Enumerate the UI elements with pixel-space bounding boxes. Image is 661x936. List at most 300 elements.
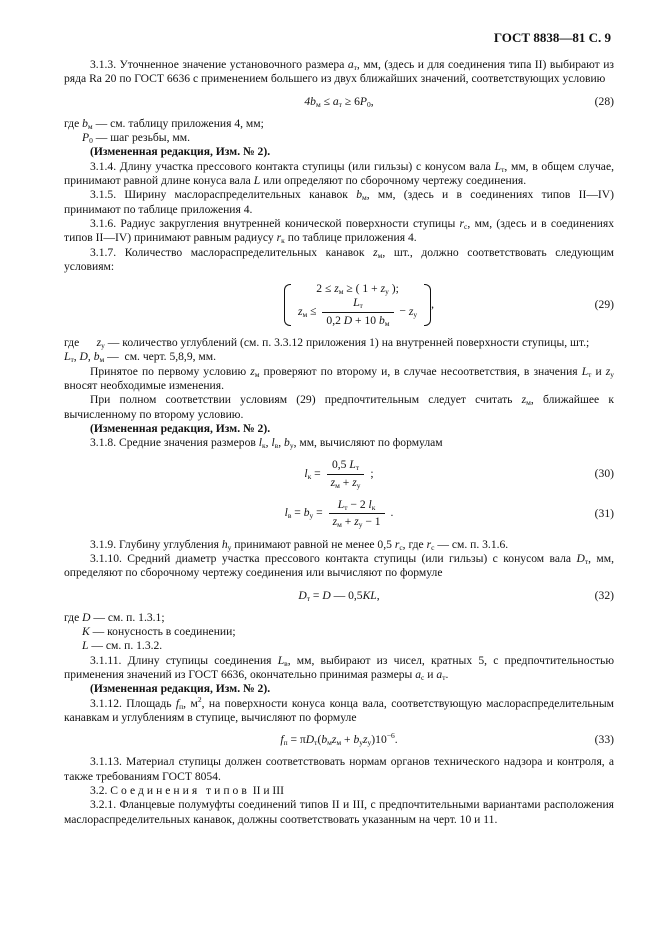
math-variable [369,498,376,511]
variable-symbol: z [297,304,303,318]
variable-symbol: L [337,498,345,512]
text-run: = [311,466,324,480]
math-variable [582,365,592,378]
text-run: и [424,667,437,681]
math-variable [409,305,417,318]
text-run: = [313,506,326,520]
paragraph [64,188,614,217]
variable-symbol: z [605,364,611,378]
variable-subscript: c [464,221,468,231]
variable-subscript: м [335,480,340,490]
math-variable [82,117,93,130]
variable-symbol: L [277,653,285,667]
variable-subscript: c [431,542,435,552]
math-variable [222,538,232,551]
text-run: (Измененная редакция, Изм. № 2). [90,145,271,159]
variable-subscript: м [254,369,260,379]
definition-text [125,350,614,364]
variable-symbol: L [64,350,71,364]
text-run: , на поверхности конуса конца вала, соответствующую маслораспределительным канавкам и углублениям в ступице, вычисляют по формуле [64,696,615,724]
formula [64,458,614,490]
variable-subscript: у [356,480,361,490]
text-run: ); [388,282,399,296]
math-variable [332,733,341,746]
math-variable [277,231,285,244]
text-run: количество углублений (см. п. 3.3.12 приложения 1) на внутренней поверхности ступицы, шт.; [122,336,590,350]
math-variable [344,314,352,327]
text-run: , [370,94,374,108]
math-variable [381,282,389,295]
paragraph [64,58,614,87]
text-run: ≤ [307,304,320,318]
formula-body [304,458,374,490]
variable-symbol: l [271,436,275,450]
text-run: где [64,610,83,624]
variable-subscript: м [302,309,308,319]
text-run: (Измененная редакция, Изм. № 2). [90,682,271,696]
text-run: + 10 [352,313,379,327]
text-run: — см. п. 1.3.2. [88,639,163,653]
text-run: Принятое по первому условию [90,364,251,378]
text-run: ≤ [320,94,333,108]
variable-subscript: у [359,738,364,748]
variable-subscript: c [421,672,425,682]
variable-symbol: z [354,515,359,529]
text-run: или определяют по сборочному чертежу соединения. [260,174,527,188]
math-variable [331,476,340,489]
paragraph [64,784,614,798]
text-run: + [341,515,355,529]
math-variable [64,350,74,363]
paragraph [64,625,614,639]
variable-symbol: z [332,515,338,529]
text-run: — 0,5 [330,588,363,602]
paragraph [64,694,615,726]
math-variable [349,458,359,471]
variable-subscript: т [344,503,348,513]
amendment-note [64,682,614,696]
text-run: , ближайшее к вычисленному по второму условию. [64,393,615,421]
text-run: где [64,116,83,130]
math-variable [304,95,320,108]
variable-symbol: b [356,188,362,202]
text-run: , [73,350,80,364]
formula-number: (31) [594,506,614,520]
variable-subscript: к [307,471,312,481]
variable-symbol: a [415,667,422,681]
text-run: по таблице приложения 4. [284,231,417,245]
paragraph [64,365,614,394]
formula [64,733,614,747]
variable-symbol: h [221,537,228,551]
text-run: , мм, (здесь и в соединениях типов II—IV) принимают равным радиусу [64,216,614,245]
text-run: , [278,436,285,450]
variable-symbol: b [284,436,290,450]
variable-subscript: 0 [89,136,93,146]
text-run: 3.1.9. Глубину углубления [90,537,222,551]
variable-symbol: b [93,350,100,364]
numerator [322,296,393,312]
variable-symbol: 4b [304,94,316,108]
paragraph [64,755,614,784]
variable-symbol: D [305,733,315,747]
superscript: 2 [197,694,202,704]
variable-subscript: т [353,63,357,72]
text-run: и [591,364,606,378]
variable-subscript: c [399,542,403,552]
variable-symbol: z [521,393,527,407]
paragraph [64,246,614,275]
variable-subscript: у [385,287,389,297]
text-run: — шаг резьбы, мм. [92,131,190,145]
denominator [329,514,385,529]
paragraph [64,131,614,145]
math-variable [82,611,90,624]
variable-symbol: D [322,588,331,602]
system-row [298,282,417,296]
text-run: При полном соответствии условиям (29) предпочтительным следует считать [90,393,522,407]
variable-subscript: у [413,309,418,319]
variable-subscript: м [327,738,332,748]
variable-symbol: z [408,304,414,318]
text-run: , мм, в общем случае, принимают равной длине конуса вала [64,159,614,188]
variable-subscript: м [87,121,93,131]
variable-symbol: r [426,537,432,551]
text-run: ( [317,733,322,747]
paragraph [64,117,614,131]
math-variable [259,436,266,449]
denominator [327,475,365,490]
paragraph [64,639,614,653]
math-variable [379,314,390,327]
variable-symbol: z [96,336,102,350]
variable-subscript: к [371,503,376,513]
paragraph [64,217,614,246]
text-run: проверяют по второму и, в случае несоответствия, в значения [259,364,582,378]
text-run: 0,2 [326,313,344,327]
superscript: −6 [386,731,395,741]
text-run: = [291,506,304,520]
variable-symbol: D [576,551,585,565]
formula-body [284,498,394,530]
variable-symbol: a [332,94,339,108]
text-run: , шт., должно соответствовать следующим условиям: [64,245,614,273]
definition-text [122,336,614,350]
text-run: — см. п. 3.1.6. [434,537,509,551]
variable-subscript: м [315,99,321,109]
math-variable [353,733,363,746]
variable-subscript: т [314,738,318,748]
text-run: 3.1.3. Уточненное значение установочного размера [90,58,348,71]
variable-symbol: l [304,466,308,480]
variable-symbol: a [436,667,443,681]
variable-symbol: r [394,537,400,551]
math-variable [395,538,403,551]
text-run: , мм, выбирают из чисел, кратных 5, с предпочтительностью применения значений из ГОСТ 6636, окончательно принимая размеры [64,653,614,681]
math-variable [97,336,105,349]
text-run: 3.2.1. Фланцевые полумуфты соединений типов II и III, с предпочтительными вариантами расположения маслораспределительных канавок, должны соответствовать указанным на черт. 10 и 11. [64,798,614,826]
math-variable [352,476,360,489]
math-variable [278,654,288,667]
text-run: 3.1.11. Длину ступицы соединения [90,653,278,667]
fraction [322,296,393,328]
math-variable [415,668,424,681]
math-variable [338,498,348,511]
variable-subscript: т [442,672,446,682]
formula-number: (32) [594,588,614,602]
formula-number: (30) [594,467,614,481]
equation-system [284,282,431,328]
text-run: . [387,506,394,520]
text-run: 3.1.10. Средний диаметр участка прессового контакта ступицы (или гильзы) с конусом вала [90,551,577,565]
variable-symbol: L [253,174,261,188]
paragraph [64,436,614,450]
variable-symbol: P [359,94,367,108]
formula-number: (33) [594,733,614,747]
math-variable [284,436,294,449]
text-run: 3.1.8. Средние значения размеров [90,436,259,450]
text-run: , мм, (здесь и в соединениях типов II—IV) принимают по таблице приложения 4. [64,188,615,216]
variable-subscript: м [361,193,367,203]
variable-subscript: к [281,236,285,246]
text-run: 3.2. [90,784,111,798]
text-run: ≥ ( 1 + [343,282,381,296]
definition-symbol [64,350,125,364]
variable-subscript: т [338,99,342,109]
formula-body [280,733,397,746]
text-run: )10 [371,733,387,747]
text-run: ≥ 6 [341,94,360,108]
paragraph [64,538,614,552]
text-run: , где [402,537,427,551]
math-variable [334,282,343,295]
numerator [329,498,385,514]
variable-symbol: L [353,296,360,310]
math-variable [356,188,367,201]
math-variable [298,589,310,602]
text-run: 3.1.7. Количество маслораспределительных канавок [90,245,374,259]
math-variable [333,95,342,108]
variable-symbol: z [363,733,368,747]
variable-symbol: f [280,733,284,747]
paragraph [64,611,614,625]
paragraph [64,552,614,581]
variable-subscript: т [588,369,592,379]
math-variable [363,589,377,602]
variable-symbol: L [349,458,356,472]
text-run: ; [367,466,374,480]
system-row [298,296,417,328]
variable-symbol: D [298,588,307,602]
variable-symbol: b [303,506,310,520]
variable-subscript: п [283,738,288,748]
text-run: — конусность в соединении; [89,625,236,639]
variable-symbol: l [368,498,372,512]
math-variable [606,365,614,378]
fraction [329,498,385,530]
variable-subscript: у [309,511,314,521]
variable-subscript: у [358,520,363,530]
variable-symbol: z [373,245,378,259]
variable-subscript: м [338,287,344,297]
text-run: 0,5 [331,458,350,472]
variable-symbol: z [334,282,339,296]
variable-subscript: м [336,738,342,748]
math-variable [373,246,382,259]
math-variable [80,350,88,363]
paragraph [64,160,614,189]
variable-symbol: L [581,364,589,378]
paragraph [64,798,614,827]
formula-body [298,589,379,602]
variable-subscript: т [584,556,589,566]
spaced-heading: Соединения типов [110,784,250,798]
text-run: 3.1.4. Длину участка прессового контакта ступицы (или гильзы) с конусом вала [90,159,495,173]
text-run: . [445,667,449,681]
variable-symbol: D [82,610,91,624]
text-run: — [104,336,123,350]
denominator [322,313,393,328]
text-run: 3.1.5. Ширину маслораспределительных канавок [90,188,357,202]
variable-symbol: z [250,364,255,378]
variable-symbol: D [343,313,353,327]
variable-subscript: у [367,738,372,748]
text-run: + [339,475,353,489]
variable-subscript: у [289,441,294,451]
document-body [64,58,614,827]
text-run: , мм, определяют по сборочному чертежу соединения или вычисляют по формуле [64,551,614,580]
definition [64,350,614,364]
variable-symbol: f [175,696,180,710]
variable-symbol: z [330,475,336,489]
paragraph [64,654,614,683]
text-run: принимают равной не менее 0,5 [231,537,395,551]
variable-symbol: K [82,625,90,639]
text-run: + [341,733,354,747]
variable-symbol: b [378,313,385,327]
text-run: — см. п. 1.3.1; [90,610,165,624]
math-variable [298,305,307,318]
text-run: , мм, вычисляют по формулам [293,436,443,450]
variable-symbol: P [82,131,90,145]
text-run: где [64,336,97,350]
text-run: − [396,304,409,318]
math-variable [495,160,505,173]
variable-subscript: т [501,164,505,174]
paragraph [64,393,614,422]
math-variable [321,733,332,746]
text-run: = [309,588,323,602]
formula-system [64,282,614,328]
variable-symbol: z [331,733,337,747]
variable-symbol: b [321,733,328,747]
text-run: , [265,436,272,450]
math-variable [82,625,90,638]
formula [64,95,614,109]
math-variable [306,733,318,746]
text-run: . [394,733,398,747]
text-run: − 1 [362,515,381,529]
text-run: , [87,350,94,364]
text-run: 3.1.12. Площадь [90,696,176,710]
amendment-note [64,422,614,436]
text-run: 3.1.13. Материал ступицы должен соответствовать нормам органов технического надзора и контроля, а также требованиям ГОСТ 8054. [64,755,614,783]
math-variable [360,95,371,108]
text-run: — см. таблицу приложения 4, мм; [92,116,264,130]
text-run: II и III [249,784,285,798]
variable-symbol: z [380,282,386,296]
variable-subscript: м [377,250,383,260]
math-variable [82,131,93,144]
math-variable [280,733,287,746]
variable-symbol: l [258,436,262,450]
text-run: = π [287,733,306,747]
variable-symbol: a [347,58,354,71]
text-run: вносят необходимые изменения. [64,378,224,392]
variable-symbol: L [82,639,89,653]
text-run: 3.1.6. Радиус закругления внутренней конической поверхности ступицы [90,216,460,230]
text-run: , мм, (здесь и для соединения типа II) выбирают из ряда Ra 20 по ГОСТ 6636 с применением большего из двух ближайших значений, соответствующих условию [64,58,615,86]
variable-subscript: в [274,441,279,451]
definition [64,336,614,350]
fraction [327,458,365,490]
numerator [327,458,365,474]
variable-symbol: l [284,506,288,520]
variable-subscript: т [355,463,360,473]
variable-subscript: 0 [367,99,371,109]
text-run: − 2 [347,498,369,512]
variable-symbol: z [352,475,357,489]
variable-subscript: у [101,341,105,351]
text-run: , [376,588,380,602]
definition-symbol [64,336,122,350]
variable-subscript: т [359,301,363,311]
text-run: — [104,350,125,364]
math-variable [94,350,105,363]
variable-subscript: т [306,593,310,603]
variable-symbol: D [79,350,88,364]
variable-symbol: L [494,159,502,173]
variable-subscript: м [526,398,531,408]
math-variable [333,515,342,528]
math-variable [353,296,363,309]
math-variable [522,393,531,406]
page-header: ГОСТ 8838—81 С. 9 [493,30,611,45]
variable-symbol: r [276,231,282,245]
variable-symbol: b [82,116,88,130]
math-variable [322,589,330,602]
variable-subscript: в [284,658,288,668]
variable-symbol: b [353,733,360,747]
variable-subscript: в [287,511,292,521]
text-run: , м [183,696,198,710]
variable-subscript: м [384,318,390,328]
variable-subscript: у [227,542,232,552]
variable-subscript: к [261,441,266,451]
math-variable [576,552,588,565]
variable-subscript: м [337,520,342,530]
variable-subscript: у [610,369,614,379]
text-run: см. черт. 5,8,9, мм. [124,350,216,364]
math-variable [304,506,314,519]
formula-number: (28) [594,94,614,108]
variable-subscript: п [179,701,184,711]
math-variable [348,58,357,71]
text-run: 2 ≤ [316,282,335,296]
variable-subscript: м [99,355,105,365]
formula-punctuation: , [431,297,435,311]
variable-symbol: r [459,216,465,230]
